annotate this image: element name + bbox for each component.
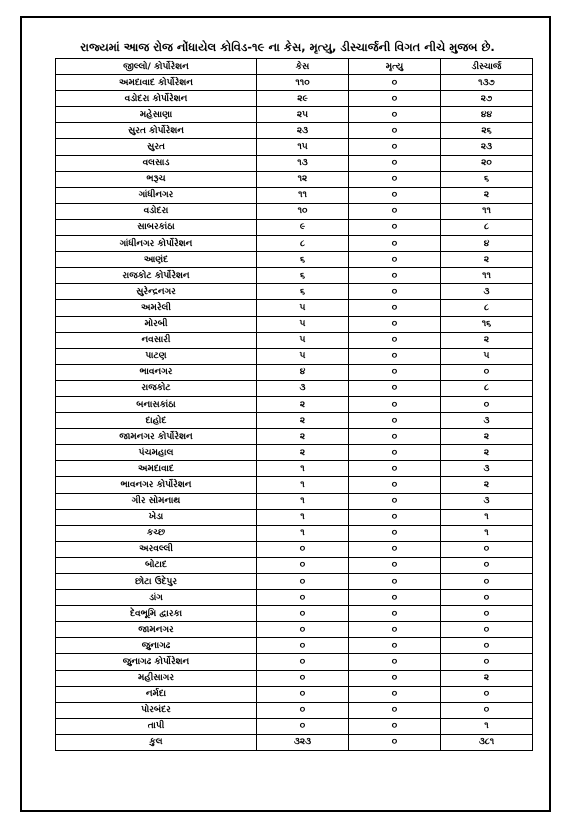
table-row — [56, 477, 533, 493]
table-header-row — [56, 59, 533, 75]
deaths-cell: ૦ — [349, 203, 441, 219]
table-row — [56, 509, 533, 525]
discharge-cell: ૧૩૭ — [441, 75, 533, 91]
district-cell: ભાવનગર — [56, 364, 257, 380]
cases-cell: ૨૯ — [257, 91, 349, 107]
header-discharge: ડીસ્ચાર્જ — [441, 59, 533, 75]
deaths-cell: ૦ — [349, 268, 441, 284]
deaths-cell: ૦ — [349, 654, 441, 670]
cases-cell: ૦ — [257, 541, 349, 557]
table-row — [56, 219, 533, 235]
district-cell: જુનાગઢ કોર્પોરેશન — [56, 654, 257, 670]
deaths-cell: ૦ — [349, 670, 441, 686]
deaths-cell: ૦ — [349, 171, 441, 187]
table-row — [56, 638, 533, 654]
district-cell: અમદાવાદ — [56, 461, 257, 477]
deaths-cell: ૦ — [349, 509, 441, 525]
district-cell: જામનગર — [56, 622, 257, 638]
cases-cell: ૦ — [257, 638, 349, 654]
cases-cell: ૧ — [257, 493, 349, 509]
deaths-cell: ૦ — [349, 139, 441, 155]
cases-cell: ૫ — [257, 300, 349, 316]
discharge-cell: ૨૭ — [441, 91, 533, 107]
district-cell: રાજકોટ — [56, 380, 257, 396]
table-row — [56, 236, 533, 252]
header-cases: કેસ — [257, 59, 349, 75]
deaths-cell: ૦ — [349, 236, 441, 252]
table-row — [56, 557, 533, 573]
discharge-cell: ૧ — [441, 525, 533, 541]
cases-cell: ૨૩ — [257, 123, 349, 139]
cases-cell: ૨ — [257, 445, 349, 461]
discharge-cell: ૫ — [441, 348, 533, 364]
discharge-cell: ૦ — [441, 606, 533, 622]
cases-cell: ૧ — [257, 477, 349, 493]
district-cell: સુરત કોર્પોરેશન — [56, 123, 257, 139]
table-row — [56, 348, 533, 364]
deaths-cell: ૦ — [349, 525, 441, 541]
district-cell: દાહોદ — [56, 413, 257, 429]
cases-cell: ૦ — [257, 574, 349, 590]
district-cell: જુનાગઢ — [56, 638, 257, 654]
table-row — [56, 332, 533, 348]
deaths-cell: ૦ — [349, 574, 441, 590]
deaths-cell: ૦ — [349, 590, 441, 606]
district-cell: નવસારી — [56, 332, 257, 348]
table-row — [56, 702, 533, 718]
table-total-row — [56, 734, 533, 750]
table-row — [56, 493, 533, 509]
district-cell: ડાંગ — [56, 590, 257, 606]
table-row — [56, 364, 533, 380]
table-row — [56, 75, 533, 91]
deaths-cell: ૦ — [349, 557, 441, 573]
cases-cell: ૦ — [257, 606, 349, 622]
discharge-cell: ૮ — [441, 219, 533, 235]
district-cell: મહીસાગર — [56, 670, 257, 686]
cases-cell: ૦ — [257, 718, 349, 734]
cases-cell: ૧૨ — [257, 171, 349, 187]
cases-cell: ૬ — [257, 268, 349, 284]
deaths-cell: ૦ — [349, 493, 441, 509]
deaths-cell: ૦ — [349, 686, 441, 702]
district-cell: વલસાડ — [56, 155, 257, 171]
cases-cell: ૯ — [257, 219, 349, 235]
header-deaths: મૃત્યુ — [349, 59, 441, 75]
district-cell: નર્મદા — [56, 686, 257, 702]
deaths-cell: ૦ — [349, 541, 441, 557]
discharge-cell: ૦ — [441, 590, 533, 606]
district-cell: આણંદ — [56, 252, 257, 268]
deaths-cell: ૦ — [349, 445, 441, 461]
cases-cell: ૮ — [257, 236, 349, 252]
table-row — [56, 284, 533, 300]
table-body — [56, 75, 533, 751]
cases-cell: ૬ — [257, 252, 349, 268]
deaths-cell: ૦ — [349, 284, 441, 300]
cases-cell: ૧૧ — [257, 187, 349, 203]
table-row — [56, 718, 533, 734]
table-row — [56, 268, 533, 284]
table-row — [56, 429, 533, 445]
deaths-cell: ૦ — [349, 718, 441, 734]
cases-cell: ૧૧૦ — [257, 75, 349, 91]
table-row — [56, 139, 533, 155]
discharge-cell: ૨ — [441, 445, 533, 461]
cases-cell: ૨ — [257, 413, 349, 429]
district-cell: વડોદરા કોર્પોરેશન — [56, 91, 257, 107]
cases-cell: ૦ — [257, 622, 349, 638]
cases-cell: ૧૩ — [257, 155, 349, 171]
discharge-cell: ૮ — [441, 300, 533, 316]
cases-cell: ૫ — [257, 348, 349, 364]
cases-cell: ૫ — [257, 316, 349, 332]
discharge-cell: ૦ — [441, 638, 533, 654]
table-row — [56, 187, 533, 203]
table-row — [56, 670, 533, 686]
discharge-cell: ૩ — [441, 461, 533, 477]
discharge-cell: ૨ — [441, 670, 533, 686]
deaths-cell: ૦ — [349, 364, 441, 380]
deaths-cell: ૦ — [349, 348, 441, 364]
page-title: રાજ્યમાં આજ રોજ નોંધાયેલ કોવિડ-૧૯ ના કેસ, મૃત્યુ, ડીસ્ચાર્જની વિગત નીચે મુજબ છે. — [80, 40, 495, 54]
deaths-cell: ૦ — [349, 461, 441, 477]
deaths-cell: ૦ — [349, 123, 441, 139]
discharge-cell: ૪૪ — [441, 107, 533, 123]
discharge-cell: ૦ — [441, 541, 533, 557]
district-cell: અમરેલી — [56, 300, 257, 316]
discharge-cell: ૨ — [441, 252, 533, 268]
table-row — [56, 654, 533, 670]
cases-cell: ૦ — [257, 702, 349, 718]
discharge-cell: ૦ — [441, 702, 533, 718]
discharge-cell: ૧૬ — [441, 316, 533, 332]
discharge-cell: ૨ — [441, 429, 533, 445]
discharge-cell: ૦ — [441, 557, 533, 573]
table-row — [56, 590, 533, 606]
deaths-cell: ૦ — [349, 606, 441, 622]
discharge-cell: ૨૦ — [441, 155, 533, 171]
district-cell: બોટાદ — [56, 557, 257, 573]
cases-cell: ૦ — [257, 686, 349, 702]
discharge-cell: ૧૧ — [441, 268, 533, 284]
district-cell: મોરબી — [56, 316, 257, 332]
discharge-cell: ૬ — [441, 171, 533, 187]
cases-cell: ૨ — [257, 429, 349, 445]
deaths-cell: ૦ — [349, 155, 441, 171]
table-row — [56, 155, 533, 171]
district-cell: છોટા ઉદેપુર — [56, 574, 257, 590]
cases-cell: ૫ — [257, 332, 349, 348]
discharge-cell: ૨૩ — [441, 139, 533, 155]
district-cell: અમદાવાદ કોર્પોરેશન — [56, 75, 257, 91]
deaths-cell: ૦ — [349, 702, 441, 718]
deaths-cell: ૦ — [349, 413, 441, 429]
table-row — [56, 622, 533, 638]
table-row — [56, 203, 533, 219]
district-cell: મહેસાણા — [56, 107, 257, 123]
discharge-cell: ૦ — [441, 364, 533, 380]
table-row — [56, 686, 533, 702]
district-cell: બનાસકાંઠા — [56, 396, 257, 412]
cases-cell: ૧ — [257, 525, 349, 541]
header-district: જીલ્લો/ કોર્પોરેશન — [56, 59, 257, 75]
table-row — [56, 413, 533, 429]
cases-cell: ૧૦ — [257, 203, 349, 219]
discharge-cell: ૨ — [441, 477, 533, 493]
cases-cell: ૧ — [257, 461, 349, 477]
discharge-cell: ૩ — [441, 493, 533, 509]
deaths-cell: ૦ — [349, 332, 441, 348]
district-cell: જામનગર કોર્પોરેશન — [56, 429, 257, 445]
deaths-cell: ૦ — [349, 252, 441, 268]
table-row — [56, 123, 533, 139]
district-cell: અરવલ્લી — [56, 541, 257, 557]
total-label: કુલ — [56, 734, 257, 750]
district-cell: સુરેન્દ્રનગર — [56, 284, 257, 300]
discharge-cell: ૨ — [441, 187, 533, 203]
discharge-cell: ૦ — [441, 396, 533, 412]
deaths-cell: ૦ — [349, 187, 441, 203]
discharge-cell: ૩ — [441, 413, 533, 429]
district-cell: ભરૂચ — [56, 171, 257, 187]
discharge-cell: ૦ — [441, 686, 533, 702]
table-row — [56, 316, 533, 332]
discharge-cell: ૮ — [441, 380, 533, 396]
district-cell: ગાંધીનગર — [56, 187, 257, 203]
total-cases: ૩૨૩ — [257, 734, 349, 750]
table-row — [56, 380, 533, 396]
district-cell: રાજકોટ કોર્પોરેશન — [56, 268, 257, 284]
cases-cell: ૦ — [257, 670, 349, 686]
table-row — [56, 461, 533, 477]
deaths-cell: ૦ — [349, 75, 441, 91]
district-cell: સુરત — [56, 139, 257, 155]
table-row — [56, 525, 533, 541]
district-cell: પાટણ — [56, 348, 257, 364]
deaths-cell: ૦ — [349, 91, 441, 107]
cases-cell: ૧૫ — [257, 139, 349, 155]
district-cell: સાબરકાંઠા — [56, 219, 257, 235]
deaths-cell: ૦ — [349, 380, 441, 396]
district-cell: પોરબંદર — [56, 702, 257, 718]
table-row — [56, 171, 533, 187]
district-cell: ખેડા — [56, 509, 257, 525]
district-cell: ગાંધીનગર કોર્પોરેશન — [56, 236, 257, 252]
district-cell: વડોદરા — [56, 203, 257, 219]
district-cell: દેવભૂમિ દ્વારકા — [56, 606, 257, 622]
table-row — [56, 396, 533, 412]
cases-cell: ૦ — [257, 654, 349, 670]
discharge-cell: ૧૧ — [441, 203, 533, 219]
cases-cell: ૨૫ — [257, 107, 349, 123]
deaths-cell: ૦ — [349, 622, 441, 638]
table-row — [56, 252, 533, 268]
district-cell: પંચમહાલ — [56, 445, 257, 461]
total-discharge: ૩૮૧ — [441, 734, 533, 750]
discharge-cell: ૩ — [441, 284, 533, 300]
deaths-cell: ૦ — [349, 107, 441, 123]
cases-cell: ૦ — [257, 557, 349, 573]
table-row — [56, 541, 533, 557]
covid-data-table — [55, 58, 533, 751]
table-row — [56, 606, 533, 622]
deaths-cell: ૦ — [349, 316, 441, 332]
table-row — [56, 300, 533, 316]
district-cell: ભાવનગર કોર્પોરેશન — [56, 477, 257, 493]
table-row — [56, 574, 533, 590]
deaths-cell: ૦ — [349, 477, 441, 493]
table-row — [56, 107, 533, 123]
discharge-cell: ૦ — [441, 574, 533, 590]
deaths-cell: ૦ — [349, 219, 441, 235]
cases-cell: ૨ — [257, 396, 349, 412]
discharge-cell: ૪ — [441, 236, 533, 252]
cases-cell: ૦ — [257, 590, 349, 606]
deaths-cell: ૦ — [349, 300, 441, 316]
table-row — [56, 445, 533, 461]
cases-cell: ૪ — [257, 364, 349, 380]
deaths-cell: ૦ — [349, 429, 441, 445]
deaths-cell: ૦ — [349, 638, 441, 654]
discharge-cell: ૨ — [441, 332, 533, 348]
discharge-cell: ૨૬ — [441, 123, 533, 139]
deaths-cell: ૦ — [349, 396, 441, 412]
total-deaths: ૦ — [349, 734, 441, 750]
district-cell: ગીર સોમનાથ — [56, 493, 257, 509]
discharge-cell: ૧ — [441, 718, 533, 734]
table-row — [56, 91, 533, 107]
discharge-cell: ૧ — [441, 509, 533, 525]
cases-cell: ૧ — [257, 509, 349, 525]
cases-cell: ૩ — [257, 380, 349, 396]
district-cell: કચ્છ — [56, 525, 257, 541]
cases-cell: ૬ — [257, 284, 349, 300]
district-cell: તાપી — [56, 718, 257, 734]
discharge-cell: ૦ — [441, 622, 533, 638]
discharge-cell: ૦ — [441, 654, 533, 670]
